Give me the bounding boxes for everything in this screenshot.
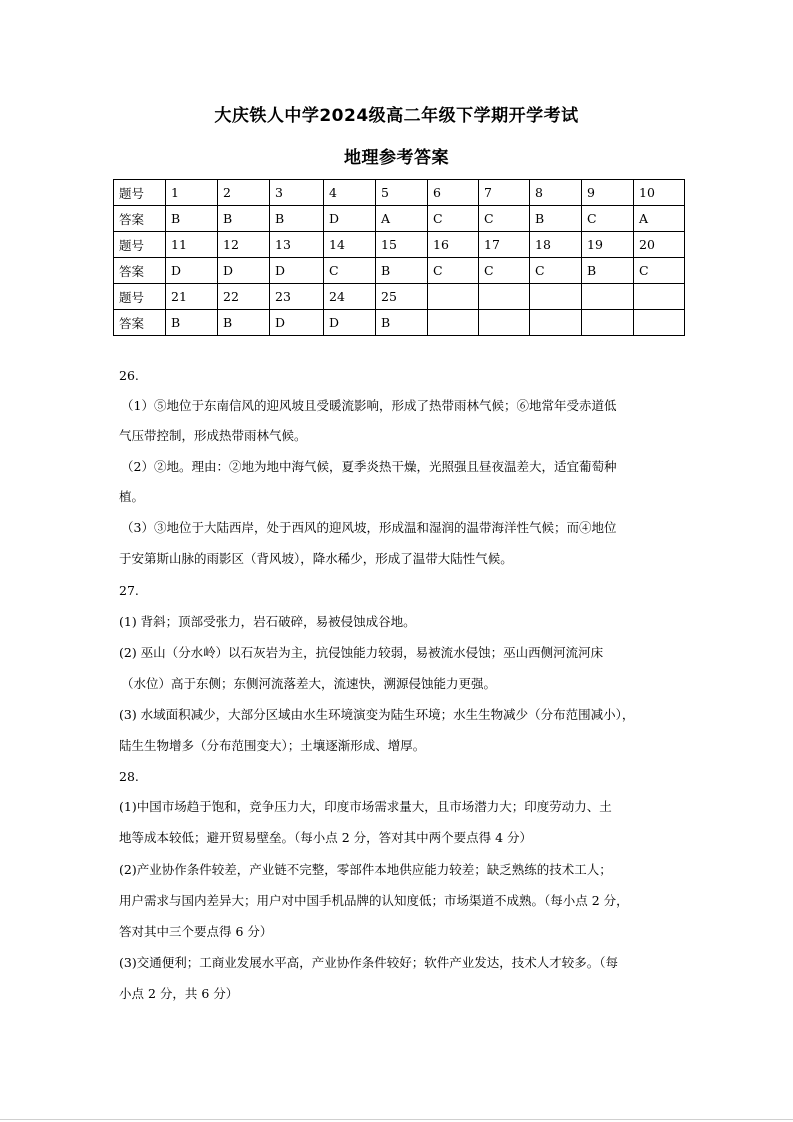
table-cell [634,284,685,310]
table-cell: D [324,206,376,232]
table-cell [428,284,479,310]
table-cell: 25 [376,284,428,310]
table-cell: C [324,258,376,284]
q28-part2-line2: 用户需求与国内差异大；用户对中国手机品牌的认知度低；市场渠道不成熟。（每小点 2 分， [119,893,629,908]
table-cell: D [218,258,270,284]
table-row-header: 答案 [114,310,166,336]
q27-part2-line2: （水位）高于东侧；东侧河流落差大，流速快，溯源侵蚀能力更强。 [121,676,497,691]
page-bottom-rule [0,1119,793,1120]
table-cell: 2 [218,180,270,206]
table-cell: B [270,206,324,232]
table-cell: 7 [479,180,530,206]
answer-table [113,179,685,336]
table-cell: D [270,258,324,284]
table-row-header: 题号 [114,232,166,258]
table-cell: 10 [634,180,685,206]
table-cell: C [428,206,479,232]
table-cell [479,310,530,336]
table-cell: 22 [218,284,270,310]
table-row [114,284,685,310]
table-cell: 16 [428,232,479,258]
table-cell [530,284,582,310]
q28-part3-line1: (3)交通便利；工商业发展水平高，产业协作条件较好；软件产业发达，技术人才较多。（每 [119,955,618,970]
table-cell: B [582,258,634,284]
table-cell: 14 [324,232,376,258]
table-cell: 20 [634,232,685,258]
table-cell: 23 [270,284,324,310]
table-cell: B [376,258,428,284]
q26-part2-line1: （2）②地。理由：②地为地中海气候，夏季炎热干燥，光照强且昼夜温差大，适宜葡萄种 [121,459,617,474]
table-cell: 24 [324,284,376,310]
q27-part1: (1) 背斜；顶部受张力，岩石破碎，易被侵蚀成谷地。 [119,614,416,629]
table-cell: A [376,206,428,232]
q26-part3-line1: （3）③地位于大陆西岸，处于西风的迎风坡，形成温和湿润的温带海洋性气候；而④地位 [121,520,617,535]
q26-part2-line2: 植。 [119,489,145,504]
q26-part3-line2: 于安第斯山脉的雨影区（背风坡），降水稀少，形成了温带大陆性气候。 [119,551,513,566]
table-cell: 8 [530,180,582,206]
table-cell: 21 [166,284,218,310]
table-row-header: 答案 [114,206,166,232]
table-cell: 18 [530,232,582,258]
table-cell: 6 [428,180,479,206]
table-cell: D [270,310,324,336]
table-cell: D [324,310,376,336]
table-cell: B [166,206,218,232]
table-row [114,310,685,336]
table-cell: D [166,258,218,284]
table-cell: C [479,206,530,232]
table-row [114,232,685,258]
table-cell: B [166,310,218,336]
table-row [114,180,685,206]
q26-part1-line1: （1）⑤地位于东南信风的迎风坡且受暖流影响，形成了热带雨林气候；⑥地常年受赤道低 [121,398,617,413]
q28-part2-line1: (2)产业协作条件较差，产业链不完整，零部件本地供应能力较差；缺乏熟练的技术工人； [119,862,612,877]
table-cell [582,284,634,310]
table-cell: C [530,258,582,284]
table-row-header: 题号 [114,180,166,206]
table-cell: 17 [479,232,530,258]
page-subtitle: 地理参考答案 [344,148,449,168]
table-cell: C [428,258,479,284]
table-cell: B [218,310,270,336]
q27-part2-line1: (2) 巫山（分水岭）以石灰岩为主，抗侵蚀能力较弱，易被流水侵蚀；巫山西侧河流河床 [119,645,604,660]
table-cell: C [582,206,634,232]
table-cell [634,310,685,336]
table-cell: C [479,258,530,284]
table-cell: 13 [270,232,324,258]
page-title: 大庆铁人中学2024级高二年级下学期开学考试 [214,106,579,126]
table-cell [530,310,582,336]
table-cell: B [218,206,270,232]
q27-part3-line2: 陆生生物增多（分布范围变大）；土壤逐渐形成、增厚。 [119,738,426,753]
q28-part2-line3: 答对其中三个要点得 6 分） [119,924,273,939]
table-cell [428,310,479,336]
table-cell: 19 [582,232,634,258]
table-cell: 12 [218,232,270,258]
table-cell: 9 [582,180,634,206]
table-cell: B [530,206,582,232]
table-cell: 15 [376,232,428,258]
q28-part1-line2: 地等成本较低；避开贸易壁垒。（每小点 2 分，答对其中两个要点得 4 分） [119,830,533,845]
q28-number: 28. [119,769,139,784]
table-cell: A [634,206,685,232]
table-cell: 1 [166,180,218,206]
table-cell [582,310,634,336]
table-row [114,206,685,232]
table-row [114,258,685,284]
table-row-header: 题号 [114,284,166,310]
table-cell: 4 [324,180,376,206]
table-cell [479,284,530,310]
table-cell: 11 [166,232,218,258]
q26-part1-line2: 气压带控制，形成热带雨林气候。 [119,428,307,443]
q28-part3-line2: 小点 2 分，共 6 分） [119,986,239,1001]
table-row-header: 答案 [114,258,166,284]
q27-number: 27. [119,583,139,598]
q28-part1-line1: (1)中国市场趋于饱和，竞争压力大，印度市场需求量大，且市场潜力大；印度劳动力、土 [119,799,612,814]
q26-number: 26. [119,368,139,383]
table-cell: C [634,258,685,284]
table-cell: 3 [270,180,324,206]
table-cell: 5 [376,180,428,206]
table-cell: B [376,310,428,336]
q27-part3-line1: (3) 水域面积减少，大部分区域由水生环境演变为陆生环境；水生生物减少（分布范围减小）， [119,707,635,722]
